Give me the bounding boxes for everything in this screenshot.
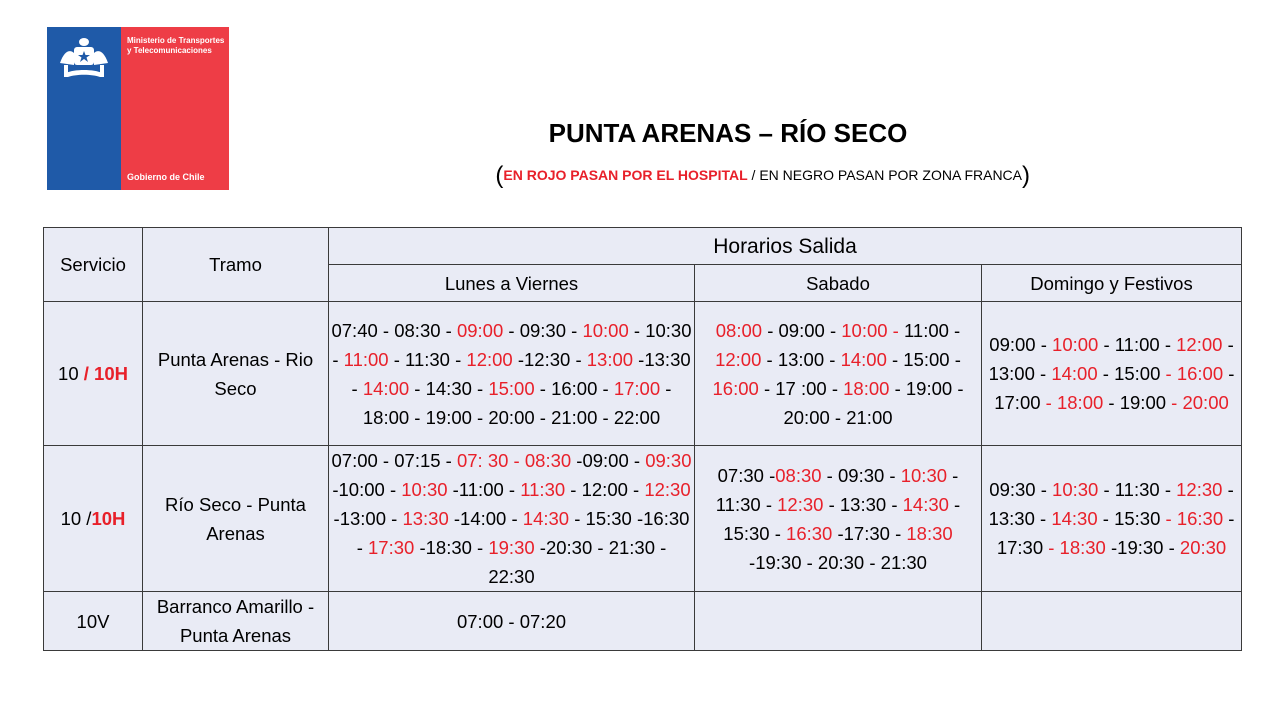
header-tramo: Tramo bbox=[143, 228, 329, 302]
hospital-time-text: 10:00 bbox=[1052, 334, 1099, 355]
hospital-time-text: 14:00 bbox=[840, 348, 887, 370]
table-row bbox=[44, 446, 1242, 592]
time-text: 09:30 - bbox=[989, 479, 1053, 500]
hospital-time-text: 14:30 bbox=[902, 493, 949, 515]
legend-subtitle bbox=[330, 162, 1030, 190]
weekday-times-cell bbox=[329, 446, 695, 592]
hospital-time-text: 09:00 bbox=[456, 319, 504, 341]
ministry-name: Ministerio de Transportes y Telecomunicaciones bbox=[127, 36, 225, 55]
legend-open-paren: ( bbox=[495, 162, 504, 189]
saturday-times-cell bbox=[695, 592, 982, 651]
time-text: - 16:00 - bbox=[534, 377, 614, 399]
hospital-time-text: 10:00 - bbox=[841, 319, 899, 341]
hospital-time-text: 11:30 bbox=[520, 479, 566, 500]
legend-red-text: EN ROJO PASAN POR EL HOSPITAL bbox=[503, 167, 748, 183]
sunday-times-cell bbox=[982, 592, 1242, 651]
time-text: - 13:30 - bbox=[988, 479, 1234, 529]
time-text: - 15:30 -16:30 - bbox=[356, 508, 690, 558]
hospital-time-text: 19:30 bbox=[488, 537, 535, 558]
hospital-time-text: 07: 30 - 08:30 bbox=[456, 450, 572, 471]
hospital-time-text: / 10H bbox=[83, 363, 128, 384]
time-text: 11:00 - bbox=[898, 319, 961, 341]
time-text: - 09:00 - bbox=[762, 319, 842, 341]
time-text: - 11:30 - bbox=[1098, 479, 1177, 500]
header-servicio: Servicio bbox=[44, 228, 143, 302]
hospital-time-text: 10H bbox=[91, 508, 126, 529]
time-text: -19:30 - bbox=[1105, 537, 1180, 558]
tramo-cell: Barranco Amarillo - Punta Arenas bbox=[143, 592, 329, 651]
time-text: - 15:00 bbox=[1097, 363, 1166, 384]
schedule-table bbox=[43, 227, 1242, 651]
hospital-time-text: 11:00 bbox=[343, 348, 389, 370]
header-lunes-viernes: Lunes a Viernes bbox=[329, 265, 695, 302]
header-horarios: Horarios Salida bbox=[329, 228, 1242, 265]
time-text: - 09:30 - bbox=[821, 464, 901, 486]
logo-red-panel bbox=[121, 27, 229, 190]
hospital-time-text: 17:30 bbox=[368, 537, 415, 558]
hospital-time-text: 18:00 bbox=[843, 377, 890, 399]
hospital-time-text: 10:30 bbox=[401, 479, 448, 500]
time-text: - 14:30 - bbox=[409, 377, 489, 399]
legend-close-paren: ) bbox=[1022, 162, 1030, 189]
hospital-time-text: 09:30 bbox=[645, 450, 692, 471]
hospital-time-text: - 18:30 bbox=[1048, 537, 1106, 558]
hospital-time-text: 10:30 bbox=[1052, 479, 1099, 500]
time-text: 10V bbox=[76, 610, 110, 632]
time-text: - 19:00 - 20:00 - 21:00 bbox=[783, 377, 964, 428]
hospital-time-text: 15:00 bbox=[488, 377, 535, 399]
hospital-time-text: 17:00 bbox=[613, 377, 661, 399]
time-text: - 15:30 bbox=[1097, 508, 1166, 529]
servicio-cell bbox=[44, 446, 143, 592]
time-text: -20:30 - 21:30 - 22:30 bbox=[488, 537, 667, 587]
time-text: - 13:00 - bbox=[761, 348, 841, 370]
time-text: - 09:30 - bbox=[503, 319, 583, 341]
hospital-time-text: 14:30 bbox=[522, 508, 570, 529]
legend-black-text: EN NEGRO PASAN POR ZONA FRANCA bbox=[759, 167, 1022, 183]
hospital-time-text: 08:00 bbox=[715, 319, 763, 341]
tramo-cell: Río Seco - Punta Arenas bbox=[143, 446, 329, 592]
hospital-time-text: - 16:30 bbox=[1165, 508, 1224, 529]
header-sabado: Sabado bbox=[695, 265, 982, 302]
time-text: -10:00 - bbox=[332, 479, 402, 500]
time-text: 07:00 - 07:15 - bbox=[331, 450, 457, 471]
hospital-time-text: 16:30 bbox=[786, 522, 833, 544]
time-text: - 11:00 - bbox=[1098, 334, 1177, 355]
table-row bbox=[44, 302, 1242, 446]
time-text: -19:30 - 20:30 - 21:30 bbox=[749, 551, 927, 573]
time-text: - 17:00 bbox=[994, 363, 1235, 413]
time-text: - 11:30 - bbox=[715, 464, 959, 515]
page-title: PUNTA ARENAS – RÍO SECO bbox=[548, 118, 908, 148]
servicio-cell bbox=[44, 592, 143, 651]
hospital-time-text: 12:00 bbox=[1176, 334, 1223, 355]
government-name: Gobierno de Chile bbox=[127, 172, 205, 182]
hospital-time-text: 14:30 bbox=[1051, 508, 1098, 529]
saturday-times-cell bbox=[695, 302, 982, 446]
time-text: - 11:30 - bbox=[388, 348, 467, 370]
time-text: -17:30 - bbox=[832, 522, 907, 544]
hospital-time-text: 13:30 bbox=[402, 508, 449, 529]
time-text: 07:40 - 08:30 - bbox=[331, 319, 457, 341]
time-text: - 13:00 - bbox=[988, 334, 1234, 384]
legend-separator: / bbox=[747, 167, 760, 183]
hospital-time-text: - 16:00 bbox=[1165, 363, 1224, 384]
sunday-times-cell bbox=[982, 302, 1242, 446]
time-text: - 17 :00 - bbox=[758, 377, 844, 399]
table-row bbox=[44, 592, 1242, 651]
hospital-time-text: 08:30 bbox=[775, 464, 822, 486]
time-text: -09:00 - bbox=[571, 450, 646, 471]
time-text: 07:30 - bbox=[717, 464, 776, 486]
time-text: - 12:00 - bbox=[565, 479, 645, 500]
hospital-time-text: - 18:00 bbox=[1045, 392, 1104, 413]
coat-of-arms-icon bbox=[54, 33, 114, 85]
government-logo bbox=[47, 27, 229, 190]
tramo-cell: Punta Arenas - Rio Seco bbox=[143, 302, 329, 446]
weekday-times-cell bbox=[329, 302, 695, 446]
time-text: -13:00 - bbox=[333, 508, 403, 529]
hospital-time-text: 14:00 bbox=[362, 377, 410, 399]
sunday-times-cell bbox=[982, 446, 1242, 592]
hospital-time-text: 12:00 bbox=[715, 348, 762, 370]
servicio-cell bbox=[44, 302, 143, 446]
hospital-time-text: 14:00 bbox=[1051, 363, 1098, 384]
time-text: 07:00 - 07:20 bbox=[456, 610, 567, 632]
time-text: 09:00 - bbox=[989, 334, 1053, 355]
logo-blue-panel bbox=[47, 27, 121, 190]
hospital-time-text: - 20:00 bbox=[1171, 392, 1229, 413]
hospital-time-text: 16:00 bbox=[712, 377, 759, 399]
hospital-time-text: 12:30 bbox=[777, 493, 824, 515]
time-text: - 18:00 - 19:00 - 20:00 - 21:00 - 22:00 bbox=[362, 377, 672, 428]
hospital-time-text: 12:00 bbox=[466, 348, 513, 370]
time-text: 10 / bbox=[60, 508, 92, 529]
weekday-times-cell bbox=[329, 592, 695, 651]
time-text: -12:30 - bbox=[512, 348, 587, 370]
time-text: -18:30 - bbox=[414, 537, 489, 558]
hospital-time-text: 20:30 bbox=[1179, 537, 1227, 558]
time-text: -14:00 - bbox=[448, 508, 523, 529]
time-text: 10 bbox=[58, 363, 84, 384]
time-text: - 17:30 bbox=[996, 508, 1235, 558]
saturday-times-cell bbox=[695, 446, 982, 592]
hospital-time-text: 12:30 bbox=[1176, 479, 1223, 500]
time-text: - 13:30 - bbox=[823, 493, 903, 515]
hospital-time-text: 13:00 bbox=[586, 348, 634, 370]
time-text: - 15:00 - bbox=[886, 348, 961, 370]
time-text: - 15:30 - bbox=[723, 493, 961, 544]
hospital-time-text: 10:30 bbox=[900, 464, 948, 486]
hospital-time-text: 10:00 bbox=[582, 319, 629, 341]
hospital-time-text: 18:30 bbox=[906, 522, 953, 544]
time-text: - 19:00 bbox=[1103, 392, 1172, 413]
header-domingo: Domingo y Festivos bbox=[982, 265, 1242, 302]
time-text: - 10:30 - bbox=[332, 319, 692, 370]
header-row-1 bbox=[44, 228, 1242, 265]
hospital-time-text: 12:30 bbox=[644, 479, 691, 500]
time-text: -13:30 - bbox=[351, 348, 691, 399]
time-text: -11:00 - bbox=[447, 479, 521, 500]
